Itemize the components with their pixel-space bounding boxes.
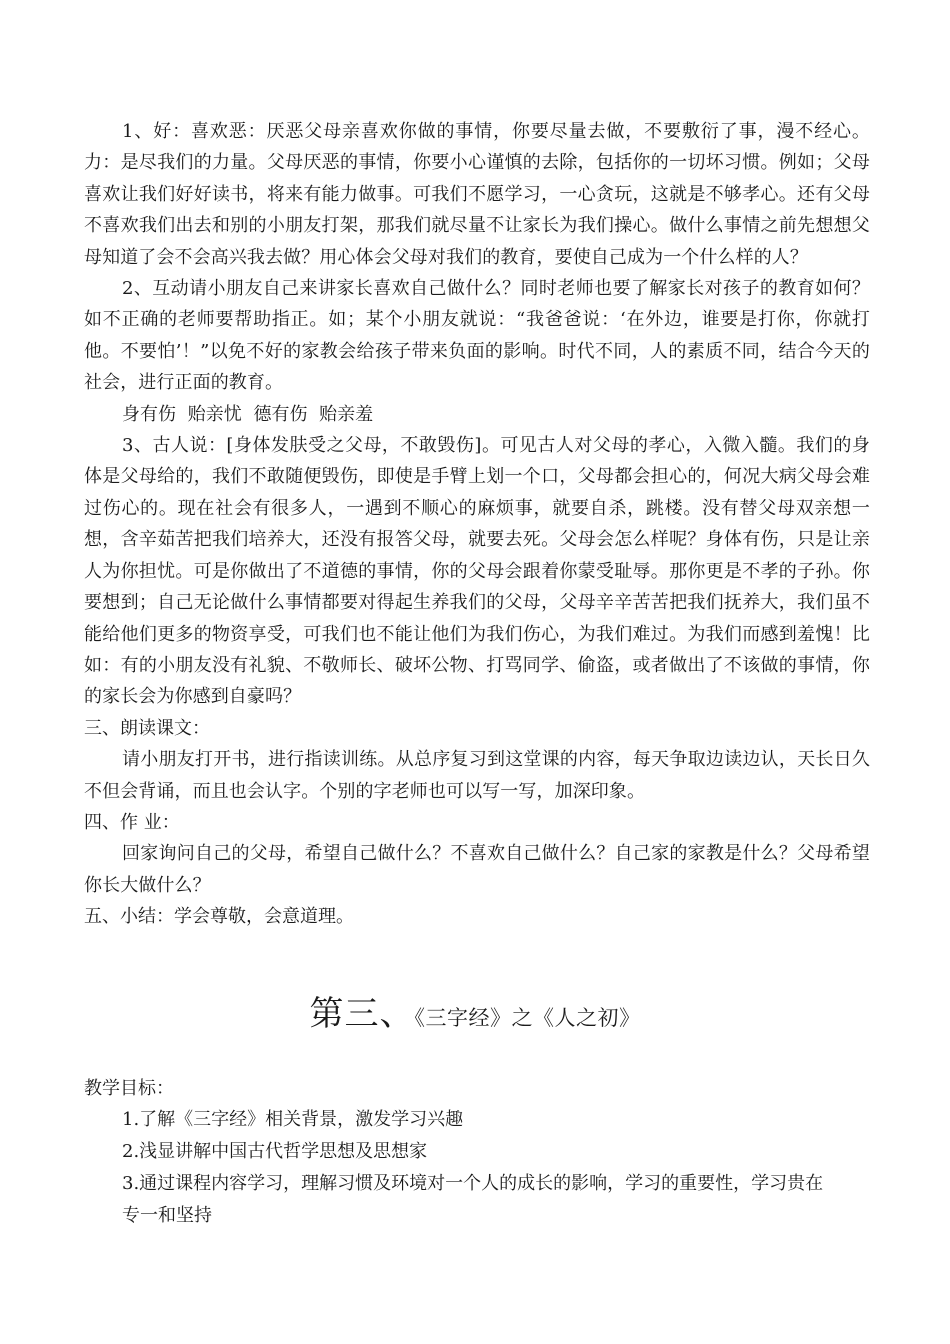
chapter-title	[0, 986, 950, 1035]
chapter-name: 《三字经》之《人之初》	[414, 1006, 641, 1030]
motto-line: 身有伤 贻亲忧 德有伤 贻亲羞	[122, 403, 374, 425]
objective-item-3-continued: 专一和坚持	[122, 1204, 212, 1226]
teaching-objectives	[84, 1073, 870, 1232]
paragraph-homework: 回家询问自己的父母，希望自己做什么？不喜欢自己做什么？自己家的家教是什么？父母希望你长大做什么？	[84, 843, 870, 896]
paragraph-3: 3、古人说：[身体发肤受之父母，不敢毁伤]。可见古人对父母的孝心，入微入髓。我们的身体是父母给的，我们不敢随便毁伤，即使是手臂上划一个口，父母都会担心的，何况大病父母会难过伤心的。现在社会有很多人，一遇到不顺心的麻烦事，就要自杀，跳楼。没有替父母双亲想一想，含辛茹苦把我们培养大，还没有报答父母，就要去死。父母会怎么样呢？身体有伤，只是让亲人为你担忧。可是你做出了不道德的事情，你的父母会跟着你蒙受耻辱。那你更是不孝的子孙。你要想到；自己无论做什么事情都要对得起生养我们的父母，父母辛辛苦苦把我们抚养大，我们虽不能给他们更多的物资享受，可我们也不能让他们为我们伤心，为我们难过。为我们而感到羞愧！比如：有的小朋友没有礼貌、不敬师长、破坏公物、打骂同学、偷盗，或者做出了不该做的事情，你的家长会为你感到自豪吗？	[84, 435, 870, 708]
objective-item-3: 3.通过课程内容学习，理解习惯及环境对一个人的成长的影响，学习的重要性，学习贵在	[122, 1173, 824, 1194]
objective-item-1: 1.了解《三字经》相关背景，激发学习兴趣	[122, 1109, 464, 1131]
objectives-heading: 教学目标：	[84, 1078, 174, 1099]
paragraph-reading: 请小朋友打开书，进行指读训练。从总序复习到这堂课的内容，每天争取边读边认，天长日久不但会背诵，而且也会认字。个别的字老师也可以写一写，加深印象。	[84, 749, 870, 802]
chapter-number: 第三、	[309, 994, 415, 1034]
paragraph-1: 1、好：喜欢恶：厌恶父母亲喜欢你做的事情，你要尽量去做，不要敷衍了事，漫不经心。力：是尽我们的力量。父母厌恶的事情，你要小心谨慎的去除，包括你的一切坏习惯。例如；父母喜欢让我们好好读书，将来有能力做事。可我们不愿学习，一心贪玩，这就是不够孝心。还有父母不喜欢我们出去和别的小朋友打架，那我们就尽量不让家长为我们操心。做什么事情之前先想想父母知道了会不会高兴我去做？用心体会父母对我们的教育，要使自己成为一个什么样的人？	[84, 121, 870, 268]
paragraph-2: 2、互动请小朋友自己来讲家长喜欢自己做什么？同时老师也要了解家长对孩子的教育如何？如不正确的老师要帮助指正。如；某个小朋友就说：“我爸爸说：‘在外边，谁要是打你，你就打他。不要怕’！”以免不好的家教会给孩子带来负面的影响。时代不同，人的素质不同，结合今天的社会，进行正面的教育。	[84, 278, 870, 394]
section-heading-summary: 五、小结：学会尊敬，会意道理。	[84, 906, 354, 928]
section-heading-reading: 三、朗读课文：	[84, 717, 210, 739]
section-heading-homework: 四、作 业：	[84, 811, 180, 833]
objective-item-2: 2.浅显讲解中国古代哲学思想及思想家	[122, 1141, 428, 1163]
lesson-body	[84, 116, 870, 933]
